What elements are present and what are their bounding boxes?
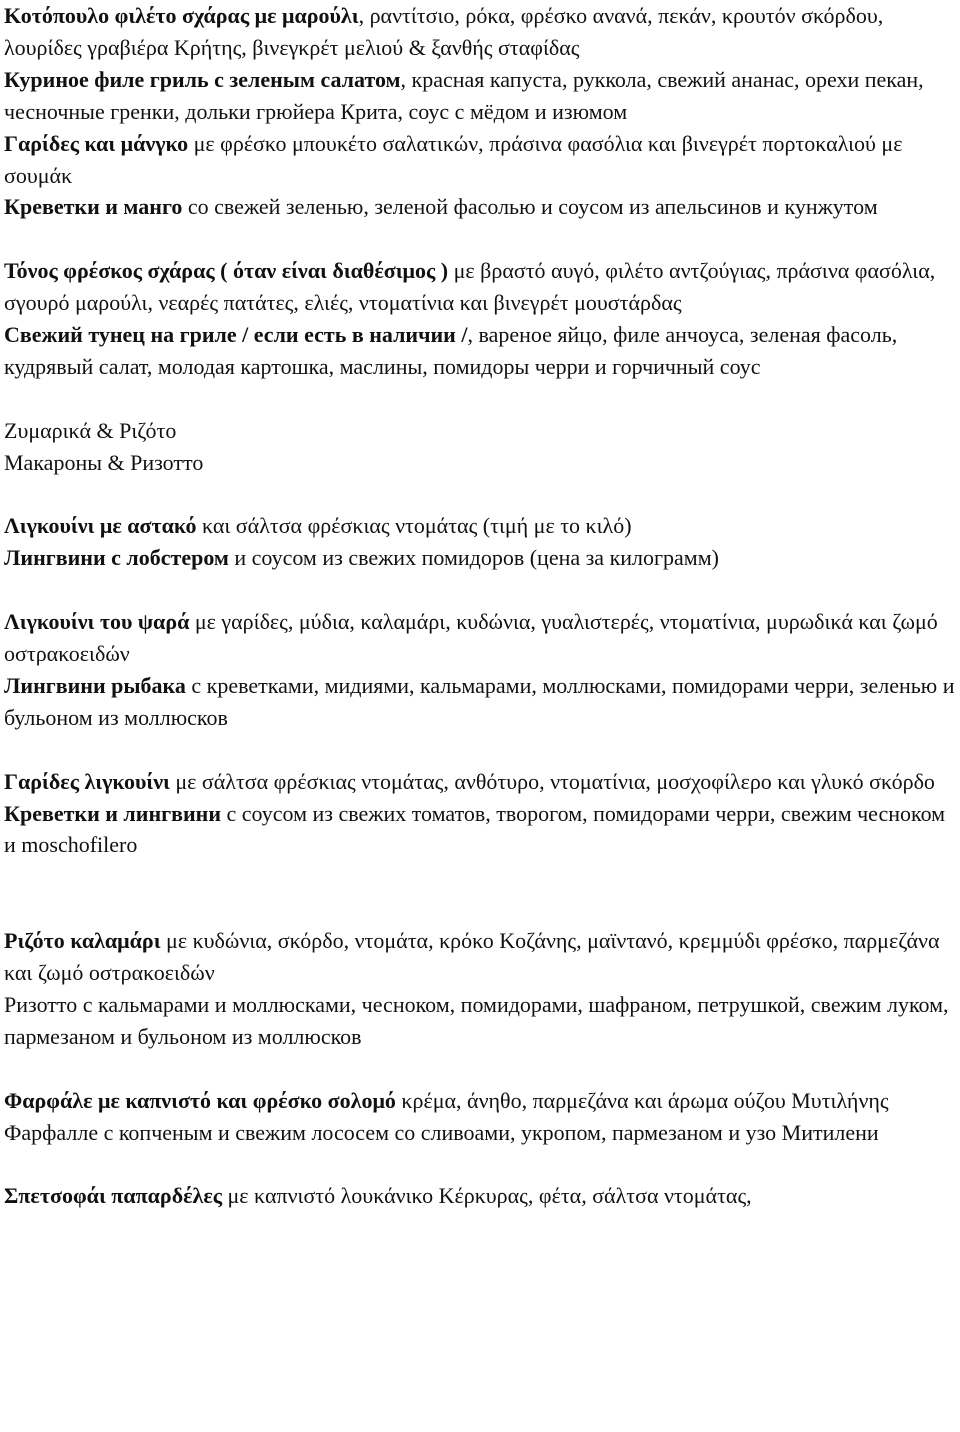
dish-name: Λιγκουίνι του ψαρά — [4, 609, 190, 635]
spacer — [4, 479, 958, 511]
menu-section-salads — [4, 0, 958, 223]
menu-item-risotto-gr — [4, 925, 958, 989]
dish-description: με γαρίδες, μύδια, καλαμάρι, κυδώνια, γυαλιστερές, ντοματίνια, μυρωδικά και ζωμό οστρακοειδών — [4, 609, 938, 667]
menu-item-lobster-gr — [4, 510, 958, 542]
dish-name: Κοτόπουλο φιλέτο σχάρας με μαρούλι — [4, 3, 359, 28]
menu-section-farfalle — [4, 1085, 958, 1149]
dish-description: με βραστό αυγό, φιλέτο αντζούγιας, πράσινα φασόλια, σγουρό μαρούλι, νεαρές πατάτες, ελιές, ντοματίνια και βινεγρέτ μουστάρδας — [4, 258, 936, 316]
dish-name: Куриное филе гриль с зеленым салатом — [4, 66, 401, 92]
dish-description: Фарфалле с копченым и свежим лососем со сливоами, укропом, пармезаном и узо Митилени — [4, 1119, 879, 1145]
dish-description: με φρέσκο μπουκέτο σαλατικών, πράσινα φασόλια και βινεγρέτ πορτοκαλιού με σουμάκ — [4, 130, 903, 188]
spacer — [4, 574, 958, 606]
dish-description: , ραντίτσιο, ρόκα, φρέσκο ανανά, πεκάν, κρουτόν σκόρδου, λουρίδες γραβιέρα Κρήτης, βινεγκρέτ μελιού & ξανθής σταφίδας — [4, 3, 884, 60]
spacer — [4, 383, 958, 415]
menu-section-lobster — [4, 510, 958, 574]
dish-description: και σάλτσα φρέσκιας ντομάτας (τιμή με το κιλό) — [196, 513, 632, 539]
dish-description: с соусом из свежих томатов, творогом, помидорами черри, свежим чесноком и moschofilero — [4, 800, 946, 858]
dish-name: Γαρίδες και μάνγκο — [4, 130, 189, 156]
menu-item-pappardelle-gr — [4, 1180, 958, 1212]
dish-description: Ризотто с кальмарами и моллюсками, чесноком, помидорами, шафраном, петрушкой, свежим луком, пармезаном и бульоном из моллюсков — [4, 992, 949, 1049]
dish-name: Σπετσοφάι παπαρδέλες — [4, 1183, 223, 1209]
menu-item-fisherman-gr — [4, 606, 958, 670]
menu-section-risotto — [4, 925, 958, 1053]
section-heading-ru: Макароны & Ризотто — [4, 449, 204, 475]
menu-section-fisherman — [4, 606, 958, 734]
menu-section-shrimp-linguine — [4, 766, 958, 862]
spacer — [4, 1149, 958, 1181]
dish-description: со свежей зеленью, зеленой фасолью и соусом из апельсинов и кунжутом — [182, 194, 878, 220]
dish-description: , красная капуста, руккола, свежий ананас, орехи пекан, чесночные гренки, дольки грюйера Крита, соус с мёдом и изюмом — [4, 66, 924, 124]
menu-item-shrimp-linguine-gr — [4, 766, 958, 798]
dish-description: , вареное яйцо, филе анчоуса, зеленая фасоль, кудрявый салат, молодая картошка, маслины, помидоры черри и горчичный соус — [4, 322, 898, 379]
dish-description: με σάλτσα φρέσκιας ντομάτας, ανθότυρο, ντοματίνια, μοσχοφίλερο και γλυκό σκόρδο — [169, 768, 935, 794]
spacer — [4, 734, 958, 766]
menu-item-risotto-ru — [4, 989, 958, 1053]
dish-name: Лингвини рыбака — [4, 672, 186, 698]
menu-item-tuna-gr — [4, 255, 958, 319]
dish-name: Γαρίδες λιγκουίνι — [4, 768, 170, 794]
dish-name: Τόνος φρέσκος σχάρας ( όταν είναι διαθέσιμος ) — [4, 258, 449, 284]
menu-item-fisherman-ru — [4, 670, 958, 734]
dish-description: и соусом из свежих помидоров (цена за килограмм) — [228, 545, 719, 571]
menu-item-chicken-gr — [4, 0, 958, 64]
dish-description: κρέμα, άνηθο, παρμεζάνα και άρωμα ούζου Μυτιλήνης — [395, 1087, 889, 1113]
menu-item-shrimp-mango-gr — [4, 128, 958, 192]
menu-item-farfalle-gr — [4, 1085, 958, 1117]
section-heading-gr: Ζυμαρικά & Ριζότο — [4, 417, 177, 443]
menu-item-shrimp-linguine-ru — [4, 798, 958, 862]
menu-section-heading-pasta — [4, 415, 958, 479]
dish-description: με καπνιστό λουκάνικο Κέρκυρας, φέτα, σάλτσα ντομάτας, — [222, 1183, 752, 1209]
spacer — [4, 861, 958, 925]
menu-section-pappardelle — [4, 1180, 958, 1212]
spacer — [4, 1053, 958, 1085]
menu-item-tuna-ru — [4, 319, 958, 383]
menu-item-lobster-ru — [4, 542, 958, 574]
dish-name: Креветки и манго — [4, 194, 183, 220]
menu-item-chicken-ru — [4, 64, 958, 128]
menu-section-tuna — [4, 255, 958, 383]
dish-name: Φαρφάλε με καπνιστό και φρέσκο σολομό — [4, 1087, 396, 1113]
menu-item-farfalle-ru — [4, 1117, 958, 1149]
dish-description: με κυδώνια, σκόρδο, ντομάτα, κρόκο Κοζάνης, μαϊντανό, κρεμμύδι φρέσκο, παρμεζάνα και ζωμό οστρακοειδών — [4, 928, 940, 986]
dish-name: Лингвини с лобстером — [4, 545, 229, 571]
spacer — [4, 223, 958, 255]
dish-description: с креветками, мидиями, кальмарами, моллюсками, помидорами черри, зеленью и бульоном из моллюсков — [4, 672, 955, 730]
dish-name: Креветки и лингвини — [4, 800, 222, 826]
dish-name: Λιγκουίνι με αστακό — [4, 513, 197, 539]
menu-document — [4, 0, 958, 1212]
dish-name: Ριζότο καλαμάρι — [4, 928, 161, 954]
dish-name: Свежий тунец на гриле / если есть в наличии / — [4, 322, 468, 348]
menu-item-shrimp-mango-ru — [4, 191, 958, 223]
